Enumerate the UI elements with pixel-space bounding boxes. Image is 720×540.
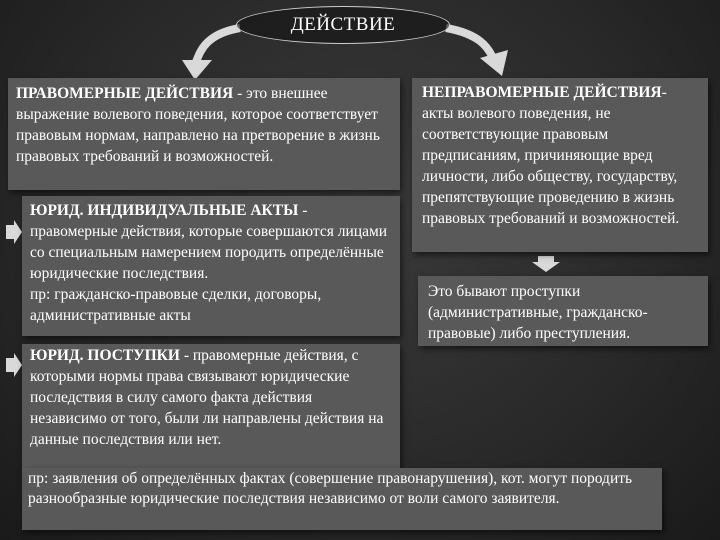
offences-box <box>418 276 708 346</box>
offences-text: Это бывают проступки (административные, гражданско-правовые) либо преступления. <box>428 283 648 342</box>
arrow-to-individual-acts <box>6 220 22 244</box>
lawful-actions-box <box>8 78 400 190</box>
arrow-to-legal-deeds <box>6 353 22 377</box>
legal-deeds-definition: - правомерные действия, с которыми нормы права связывают юридические последствия в силу самого факта действия независимо от того, были ли направлены действия на данные последствия или нет. <box>30 347 384 448</box>
deeds-example-text: пр: заявления об определённых фактах (совершение правонарушения), кот. могут породить разнообразные юридические последствия независимо от воли самого заявителя. <box>28 470 633 507</box>
title-text: ДЕЙСТВИЕ <box>290 14 396 35</box>
deeds-example-box <box>22 468 662 530</box>
individual-acts-term: ЮРИД. ИНДИВИДУАЛЬНЫЕ АКТЫ <box>30 202 299 219</box>
unlawful-term: НЕПРАВОМЕРНЫЕ ДЕЙСТВИЯ <box>422 84 662 101</box>
legal-deeds-box <box>22 344 400 468</box>
arrow-to-offences <box>532 256 560 272</box>
individual-acts-box <box>22 196 400 336</box>
arrow-to-lawful <box>182 28 240 80</box>
lawful-term: ПРАВОМЕРНЫЕ ДЕЙСТВИЯ <box>16 85 234 102</box>
individual-acts-example: пр: гражданско-правовые сделки, договоры, административные акты <box>30 286 322 324</box>
individual-acts-definition: - правомерные действия, которые совершаются лицами со специальным намерением породить определённые юридические последствия. <box>30 202 388 282</box>
unlawful-actions-box <box>412 78 708 252</box>
lawful-definition: - это внешнее выражение волевого поведения, которое соответствует правовым нормам, направлено на претворение в жизнь правовых требований и возможностей. <box>16 85 380 165</box>
arrow-to-unlawful <box>446 28 508 76</box>
title-node <box>236 6 450 44</box>
unlawful-definition: - акты волевого поведения, не соответствующие правовым предписаниям, причиняющие вред личности, либо обществу, государству, препятствующие проведению в жизнь правовых требований и возможностей. <box>422 84 680 227</box>
legal-deeds-term: ЮРИД. ПОСТУПКИ <box>30 347 180 364</box>
